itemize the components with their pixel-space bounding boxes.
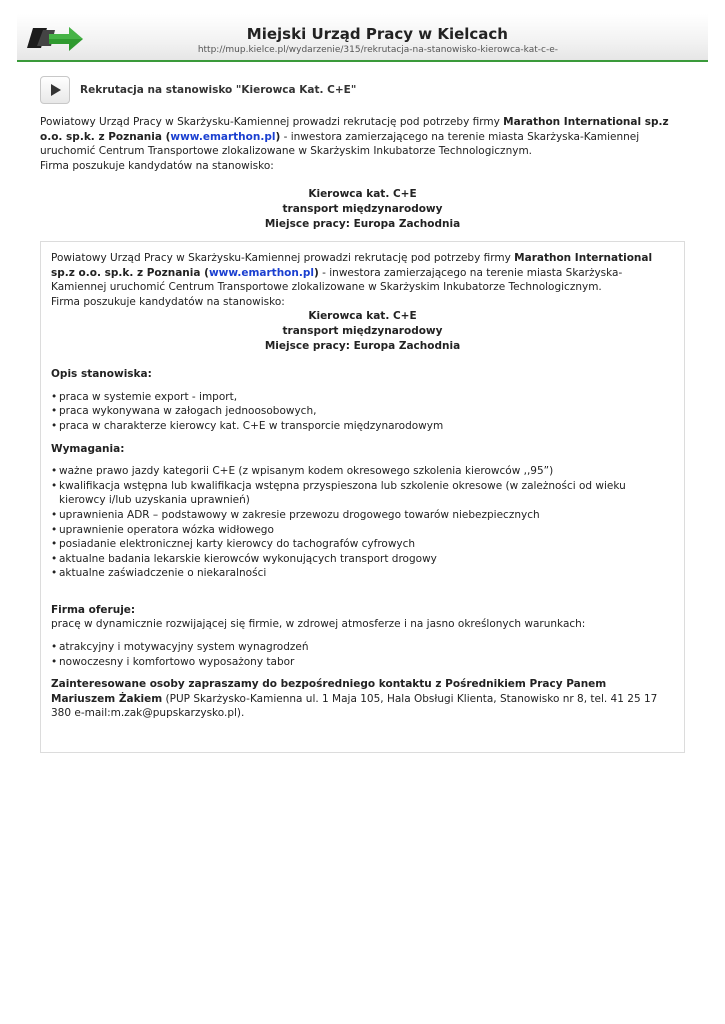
article-header	[40, 74, 680, 106]
offer-list	[51, 640, 674, 669]
description-list	[51, 390, 674, 434]
list-item: • ważne prawo jazdy kategorii C+E (z wpisanym kodem okresowego szkolenia kierowców ,,95”)	[51, 464, 674, 479]
intro-text-rest: - inwestora zamierzającego na terenie miasta Skarżyska-Kamiennej uruchomić Centrum Transportowe zlokalizowane w Skarżyskim Inkubatorze Technologicznym.	[40, 130, 640, 158]
arrow-logo-icon[interactable]	[25, 22, 85, 54]
position-block	[40, 187, 685, 231]
list-item: • aktualne zaświadczenie o niekaralności	[51, 566, 674, 581]
article-title: Rekrutacja na stanowisko "Kierowca Kat. C+E"	[80, 84, 357, 96]
position-title: Kierowca kat. C+E	[308, 188, 417, 201]
list-item: • atrakcyjny i motywacyjny system wynagrodzeń	[51, 640, 674, 655]
contact-paragraph	[51, 677, 674, 721]
requirements-list	[51, 464, 674, 581]
site-header	[17, 14, 708, 62]
company-link[interactable]: www.emarthon.pl	[170, 130, 276, 143]
intro-paragraph	[40, 115, 685, 159]
box-position-location: Miejsce pracy: Europa Zachodnia	[264, 339, 461, 352]
list-item: • nowoczesny i komfortowo wyposażony tabor	[51, 655, 674, 670]
list-item: • aktualne badania lekarskie kierowców wykonujących transport drogowy	[51, 552, 674, 567]
offer-heading: Firma oferuje:	[51, 603, 136, 616]
box-company-name: Marathon International sp.z o.o. sp.k. z Poznania (www.emarthon.pl)	[51, 252, 653, 279]
position-type: transport międzynarodowy	[282, 202, 443, 215]
list-item: • praca w systemie export - import,	[51, 390, 674, 405]
play-icon	[49, 83, 63, 97]
list-item: • kwalifikacja wstępna lub kwalifikacja wstępna przyspieszona lub szkolenie okresowe (w zależności od wieku kierowcy i/lub uzyskania uprawnień)	[51, 479, 674, 508]
page-url[interactable]: http://mup.kielce.pl/wydarzenie/315/rekrutacja-na-stanowisko-kierowca-kat-c-e-	[197, 45, 558, 55]
company-name: Marathon International sp.z o.o. sp.k. z Poznania (www.emarthon.pl)	[40, 116, 669, 143]
box-position-title: Kierowca kat. C+E	[308, 310, 417, 323]
list-item: • praca w charakterze kierowcy kat. C+E w transporcie międzynarodowym	[51, 419, 674, 434]
box-position-type: transport międzynarodowy	[282, 324, 443, 337]
requirements-heading: Wymagania:	[51, 442, 125, 455]
list-item: • praca wykonywana w załogach jednoosobowych,	[51, 404, 674, 419]
site-title: Miejski Urząd Pracy w Kielcach	[246, 25, 508, 43]
position-location: Miejsce pracy: Europa Zachodnia	[264, 217, 461, 230]
play-button[interactable]	[40, 76, 70, 104]
list-item: • posiadanie elektronicznej karty kierowcy do tachografów cyfrowych	[51, 537, 674, 552]
intro-text: Powiatowy Urząd Pracy w Skarżysku-Kamiennej prowadzi rekrutację pod potrzeby firmy	[40, 116, 504, 128]
intro-section	[40, 115, 685, 231]
list-item: • uprawnienie operatora wózka widłowego	[51, 523, 674, 538]
box-company-link[interactable]: www.emarthon.pl	[208, 266, 314, 279]
intro-seeking: Firma poszukuje kandydatów na stanowisko:	[40, 159, 274, 172]
offer-text: pracę w dynamicznie rozwijającej się firmie, w zdrowej atmosferze i na jasno określonych warunkach:	[51, 618, 586, 631]
box-position-block	[51, 309, 674, 353]
box-seeking: Firma poszukuje kandydatów na stanowisko:	[51, 295, 285, 308]
contact-details: (PUP Skarżysko-Kamienna ul. 1 Maja 105, Hala Obsługi Klienta, Stanowisko nr 8, tel. 41 25 17 380 e-mail:m.zak@pupskarzysko.pl).	[51, 692, 658, 720]
box-paragraph: Powiatowy Urząd Pracy w Skarżysku-Kamiennej prowadzi rekrutację pod potrzeby firmy Marathon International sp.z o.o. sp.k. z Poznania (www.emarthon.pl) - inwestora zamierzającego na terenie miasta Skarżyska-Kamiennej uruchomić Centrum Transportowe zlokalizowane w Skarżyskim Inkubatorze Technologicznym.	[51, 252, 653, 294]
description-heading: Opis stanowiska:	[51, 368, 152, 381]
offer-details-box	[40, 241, 685, 753]
list-item: • uprawnienia ADR – podstawowy w zakresie przewozu drogowego towarów niebezpiecznych	[51, 508, 674, 523]
contact-bold: Zainteresowane osoby zapraszamy do bezpośredniego kontaktu z Pośrednikiem Pracy Panem Mariuszem Żakiem	[51, 678, 607, 705]
